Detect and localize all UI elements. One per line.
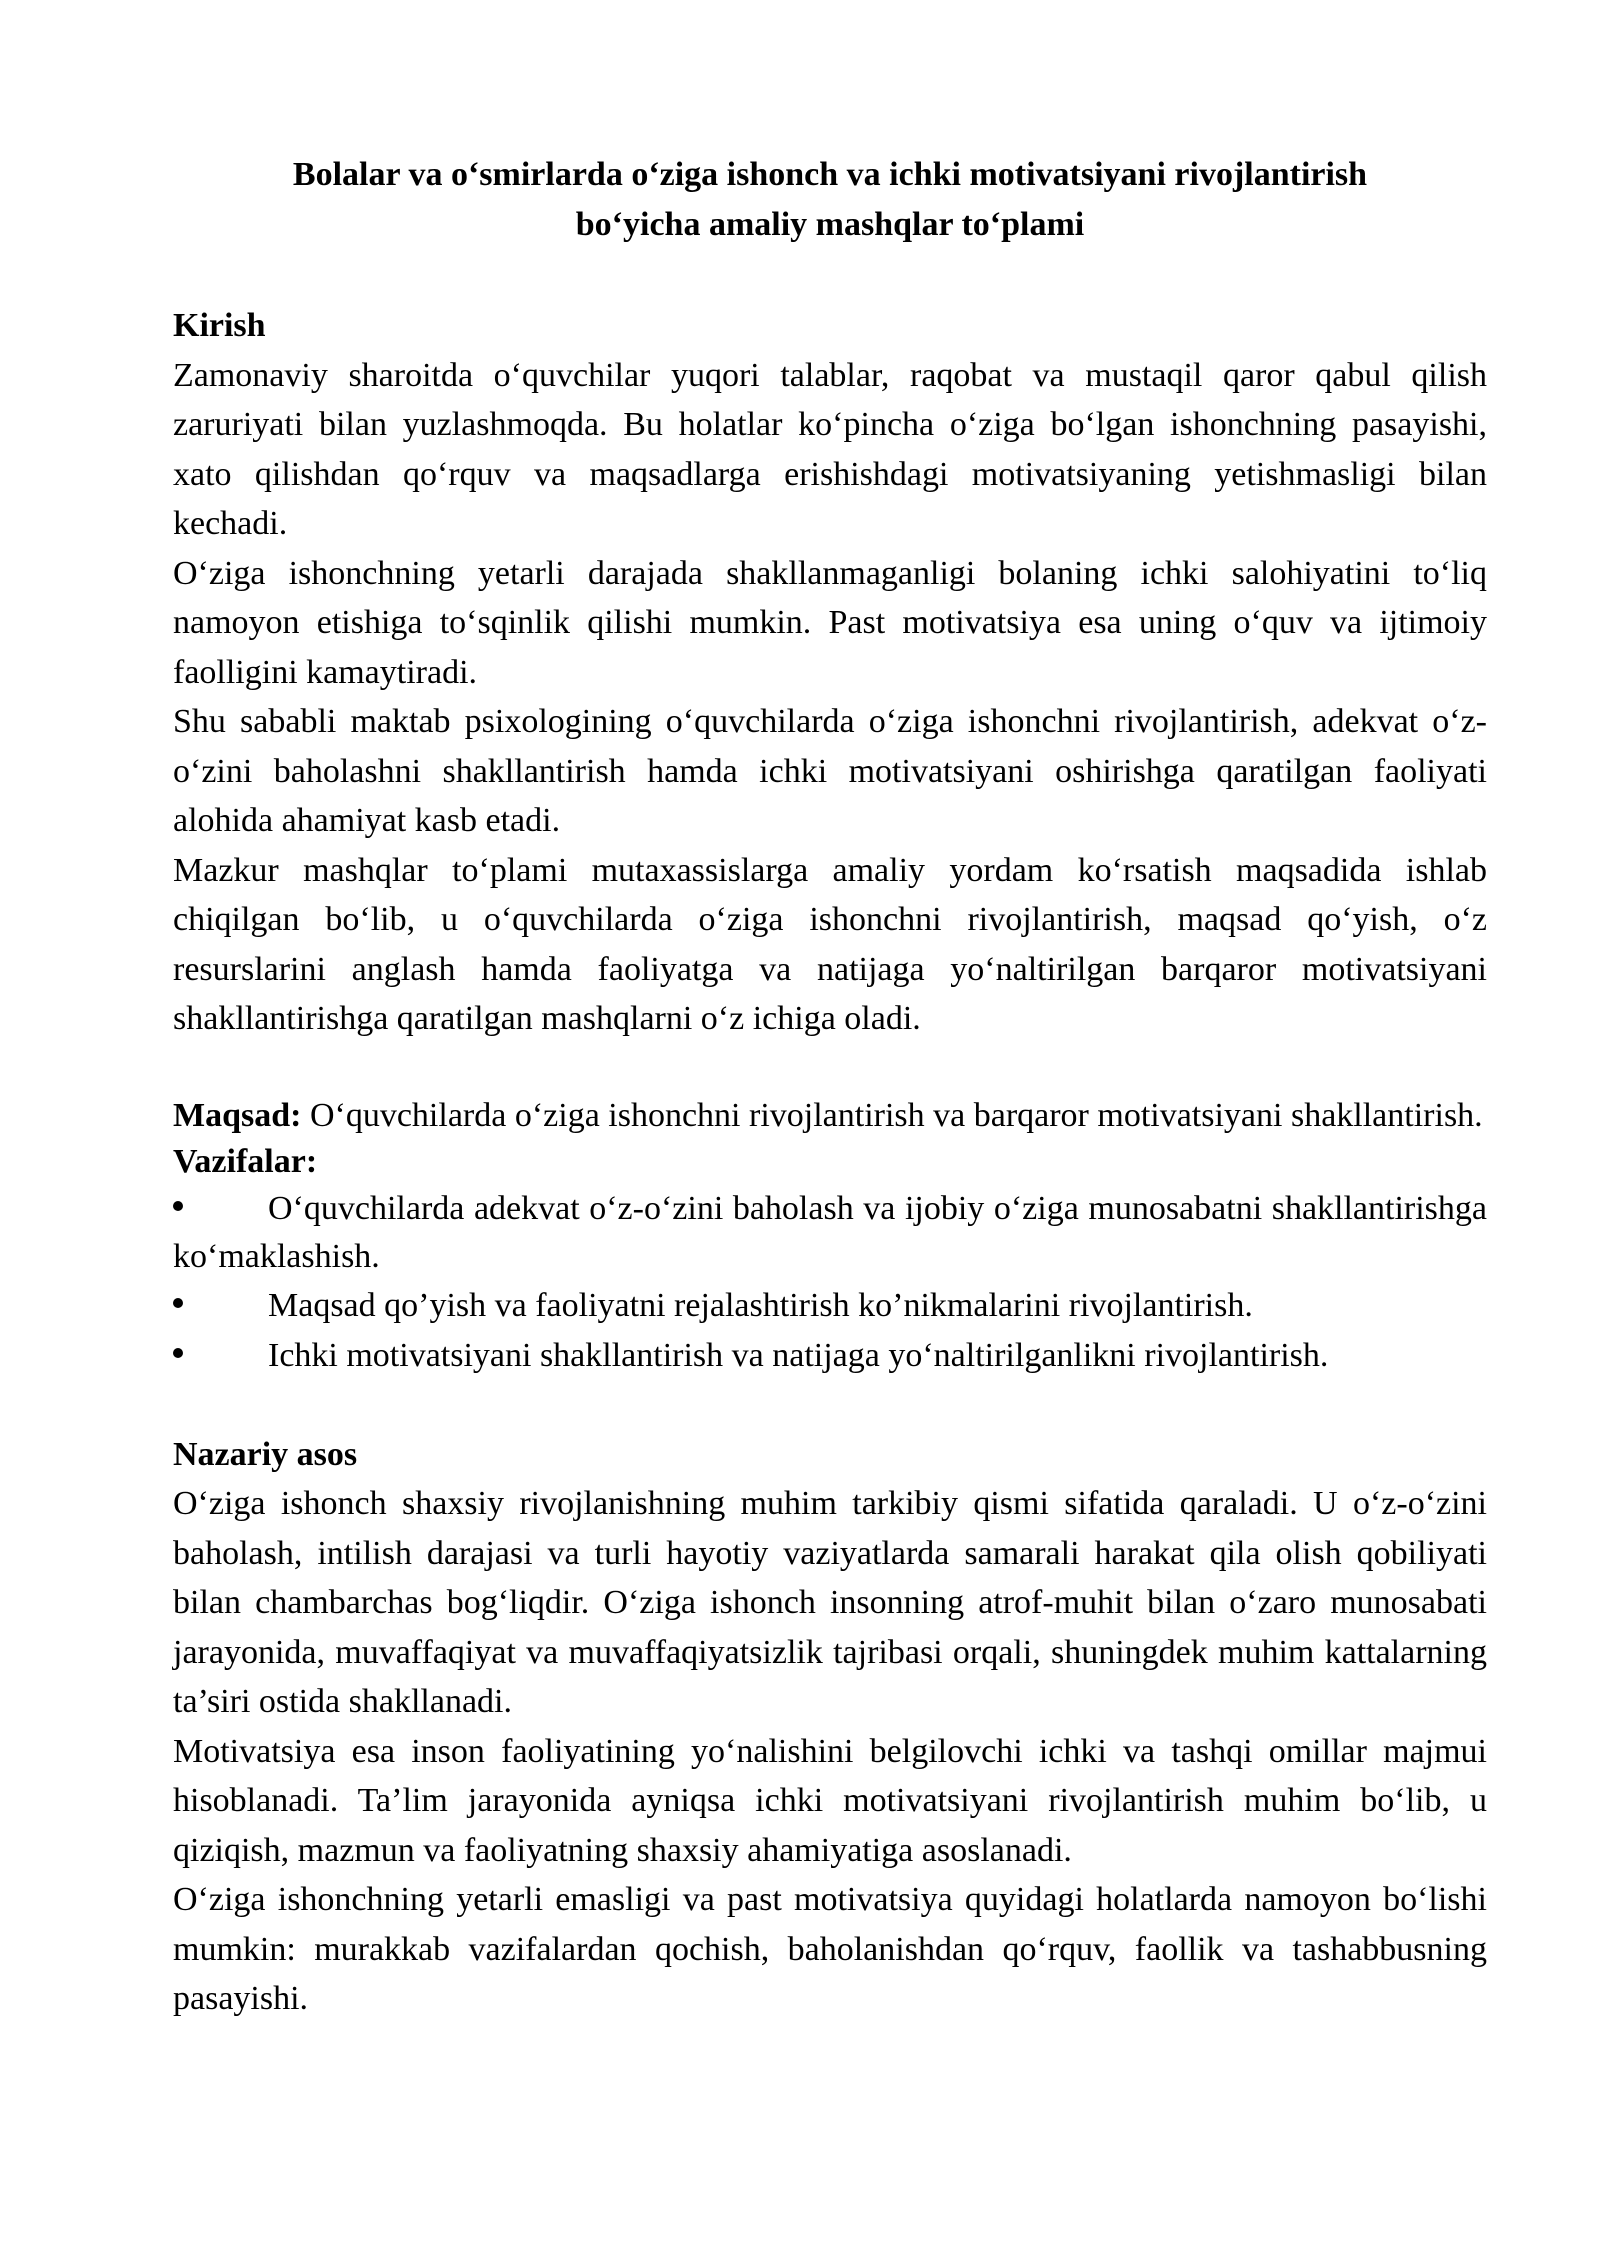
tasks-section <box>173 1139 1487 1380</box>
document-title-line-1: Bolalar va o‘smirlarda o‘ziga ishonch va ichki motivatsiyani rivojlantirish <box>292 156 1368 193</box>
intro-paragraph-4: Mazkur mashqlar to‘plami mutaxassislarga amaliy yordam ko‘rsatish maqsadida ishlab chiqilgan bo‘lib, u o‘quvchilarda o‘ziga ishonchni rivojlantirish, maqsad qo‘yish, o‘z resurslarini anglash hamda faoliyatga va natijaga yo‘naltirilgan barqaror motivatsiyani shakllantirishga qaratilgan mashqlarni o‘z ichiga oladi. <box>173 851 1487 1037</box>
spacer <box>173 1044 1487 1094</box>
spacer <box>173 249 1487 301</box>
task-item <box>173 1331 1487 1381</box>
goal-label: Maqsad: <box>173 1097 302 1134</box>
intro-paragraph-3: Shu sababli maktab psixologining o‘quvchilarda o‘ziga ishonchni rivojlantirish, adekvat o‘z-o‘zini baholashni shakllantirish hamda ichki motivatsiyani oshirishga qaratilgan faoliyati alohida ahamiyat kasb etadi. <box>173 703 1487 839</box>
document-page <box>173 150 1487 2024</box>
intro-section <box>173 301 1487 1044</box>
document-title-line-2: bo‘yicha amaliy mashqlar to‘plami <box>575 205 1085 243</box>
task-item-text: Maqsad qo’yish va faoliyatni rejalashtirish ko’nikmalarini rivojlantirish. <box>268 1287 1253 1324</box>
bullet-icon <box>173 1281 268 1331</box>
task-item-text: O‘quvchilarda adekvat o‘z-o‘zini baholash va ijobiy o‘ziga munosabatni shakllantirishga ko‘maklashish. <box>173 1190 1487 1275</box>
theory-paragraph-2: Motivatsiya esa inson faoliyatining yo‘nalishini belgilovchi ichki va tashqi omillar majmui hisoblanadi. Ta’lim jarayonida ayniqsa ichki motivatsiyani rivojlantirish muhim bo‘lib, u qiziqish, mazmun va faoliyatning shaxsiy ahamiyatiga asoslanadi. <box>173 1732 1487 1869</box>
theory-paragraph-3: O‘ziga ishonchning yetarli emasligi va past motivatsiya quyidagi holatlarda namoyon bo‘lishi mumkin: murakkab vazifalardan qochish, baholanishdan qo‘rquv, faollik va tashabbusning pasayishi. <box>173 1881 1487 2017</box>
bullet-icon <box>173 1185 268 1233</box>
theory-heading: Nazariy asos <box>173 1435 358 1473</box>
intro-heading: Kirish <box>173 307 266 344</box>
spacer <box>173 1380 1487 1430</box>
goal-paragraph <box>173 1093 1487 1139</box>
intro-paragraph-2: O‘ziga ishonchning yetarli darajada shakllanmaganligi bolaning ichki salohiyatini to‘liq namoyon etishiga to‘sqinlik qilishi mumkin. Past motivatsiya esa uning o‘quv va ijtimoiy faolligini kamaytiradi. <box>173 554 1487 691</box>
bullet-icon <box>173 1331 268 1381</box>
task-item-text: Ichki motivatsiyani shakllantirish va natijaga yo‘naltirilganlikni rivojlantirish. <box>268 1336 1329 1374</box>
theory-section <box>173 1430 1487 2024</box>
document-title <box>173 150 1487 249</box>
theory-paragraph-1: O‘ziga ishonch shaxsiy rivojlanishning muhim tarkibiy qismi sifatida qaraladi. U o‘z-o‘zini baholash, intilish darajasi va turli hayotiy vaziyatlarda samarali harakat qila olish qobiliyati bilan chambarchas bog‘liqdir. O‘ziga ishonch insonning atrof-muhit bilan o‘zaro munosabati jarayonida, muvaffaqiyat va muvaffaqiyatsizlik tajribasi orqali, shuningdek muhim kattalarning ta’siri ostida shakllanadi. <box>173 1485 1487 1720</box>
task-item <box>173 1185 1487 1281</box>
tasks-heading: Vazifalar: <box>173 1143 318 1180</box>
intro-paragraph-1: Zamonaviy sharoitda o‘quvchilar yuqori talablar, raqobat va mustaqil qaror qabul qilish zaruriyati bilan yuzlashmoqda. Bu holatlar ko‘pincha o‘ziga bo‘lgan ishonchning pasayishi, xato qilishdan qo‘rquv va maqsadlarga erishishdagi motivatsiyaning yetishmasligi bilan kechadi. <box>173 356 1487 542</box>
task-item <box>173 1281 1487 1331</box>
goal-text: O‘quvchilarda o‘ziga ishonchni rivojlantirish va barqaror motivatsiyani shakllantirish. <box>301 1097 1483 1134</box>
goal-section <box>173 1093 1487 1139</box>
